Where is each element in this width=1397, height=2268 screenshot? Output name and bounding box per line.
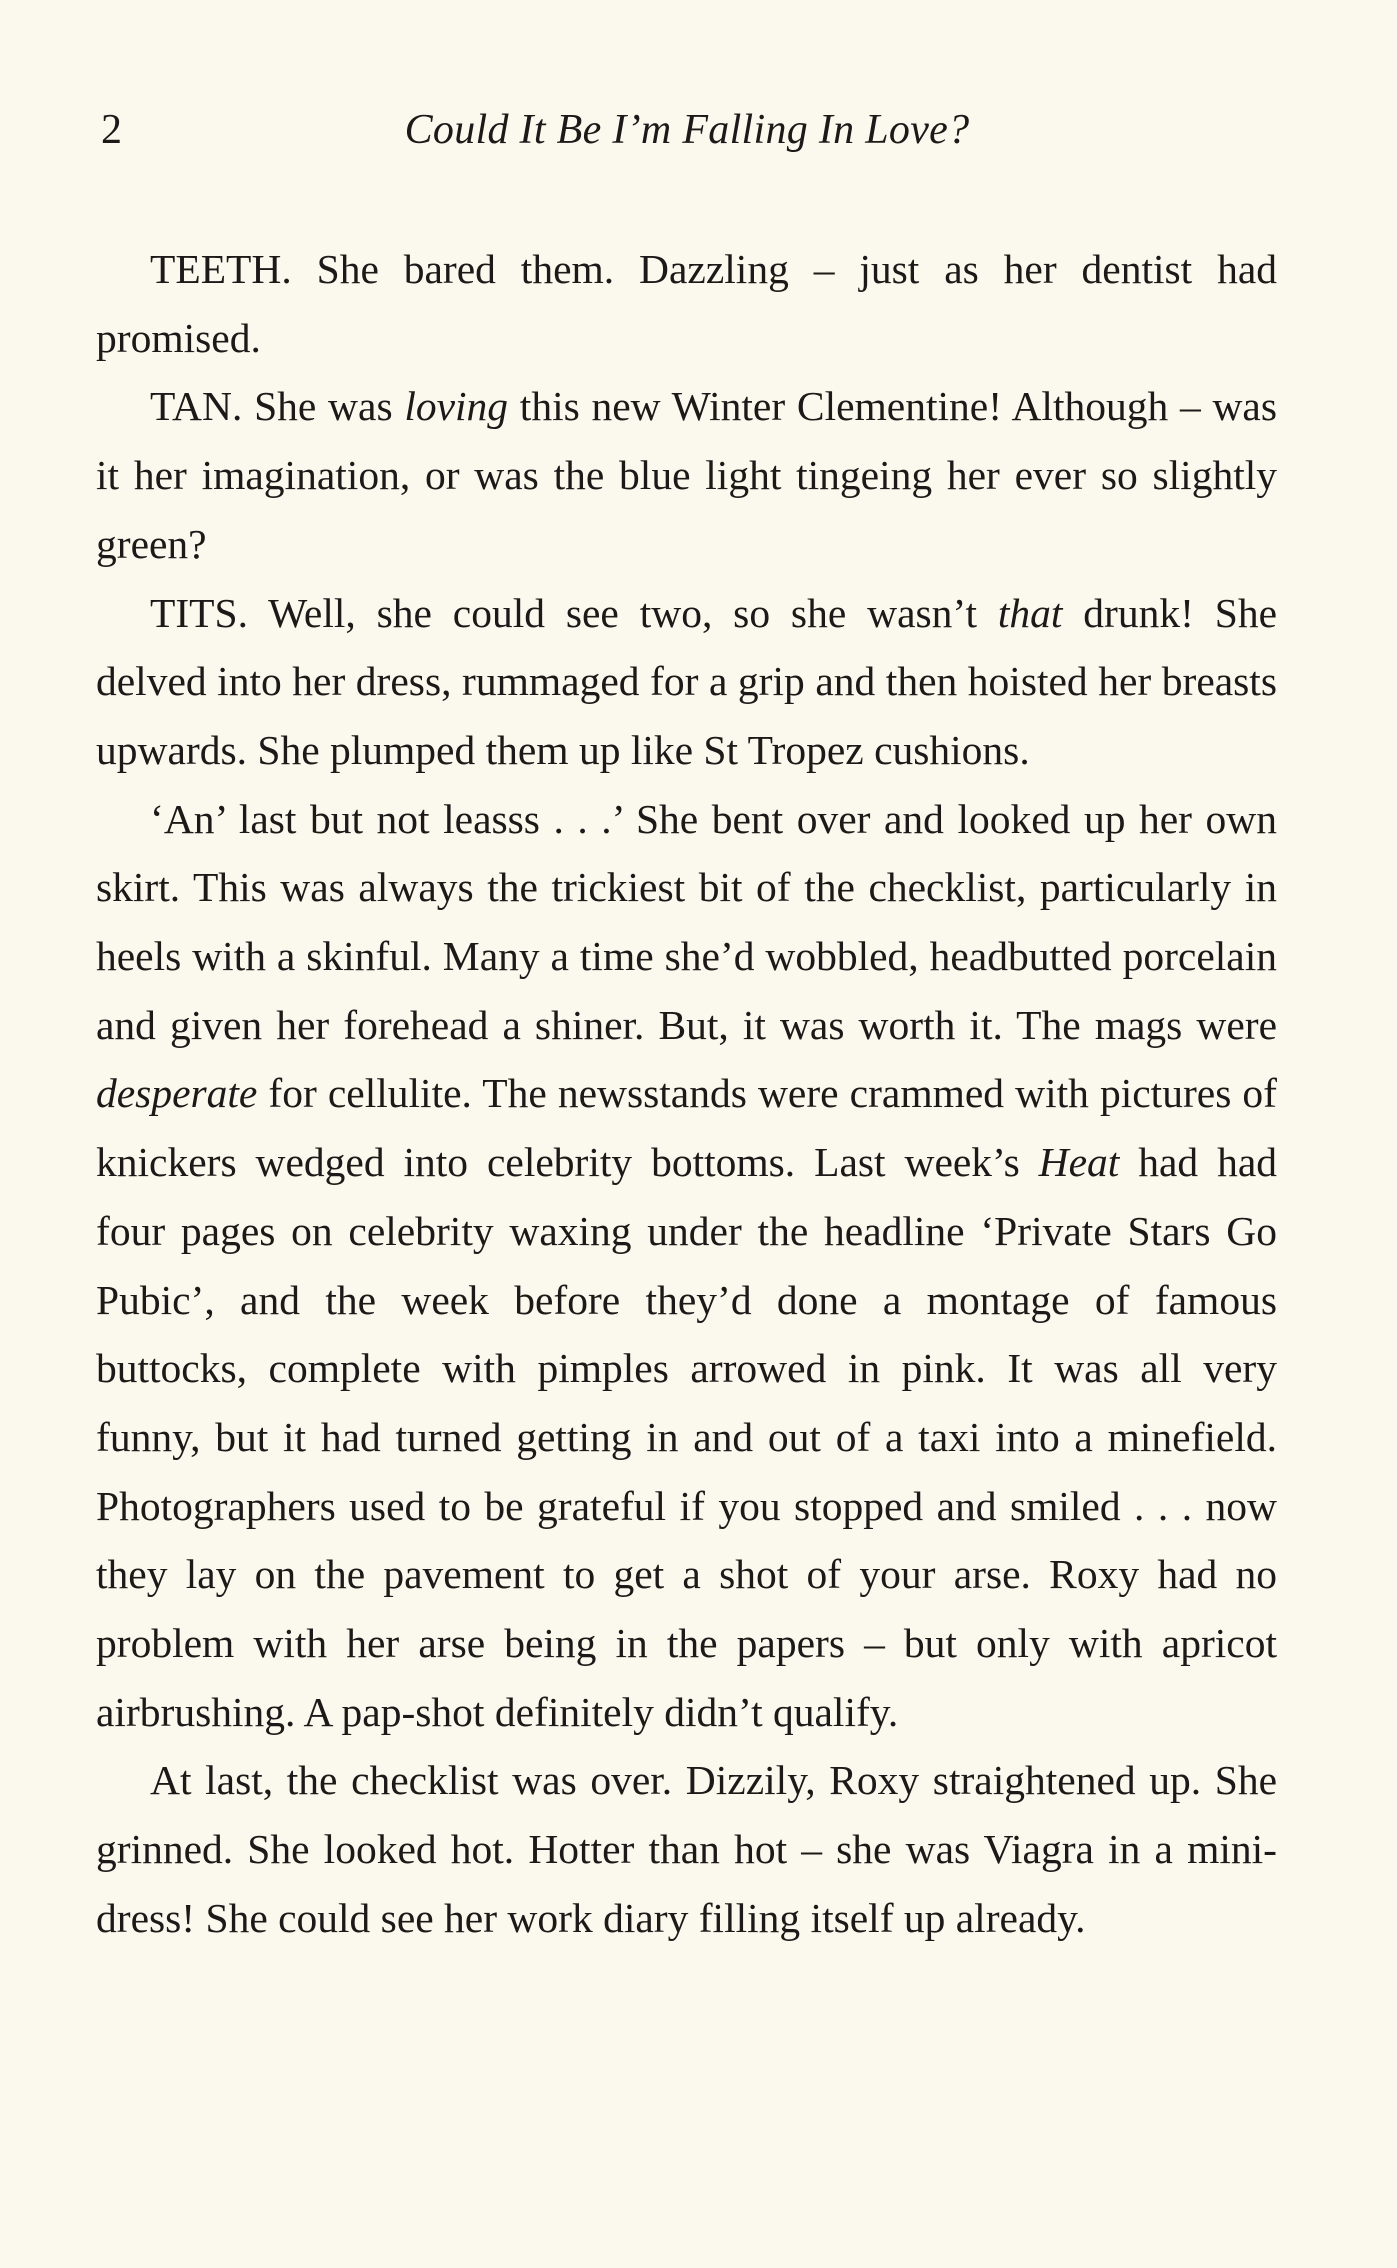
running-head [97, 98, 1277, 162]
text-segment: this new Winter Clementine! Although – was it her imagination, or was the blue light tingeing her ever so slightly green? [96, 383, 1277, 567]
text-segment: At last, the checklist was over. Dizzily, Roxy straightened up. She grinned. She looked hot. Hotter than hot – she was Viagra in a mini-dress! She could see her work diary filling itself up already. [96, 1757, 1277, 1941]
paragraph-4 [96, 785, 1277, 1747]
paragraph-2 [96, 372, 1277, 578]
body-text [96, 235, 1277, 1953]
text-segment: TAN. She was [150, 383, 405, 430]
paragraph-5 [96, 1746, 1277, 1952]
italic-text: Heat [1038, 1139, 1120, 1186]
text-segment: TEETH. She bared them. Dazzling – just as her dentist had promised. [96, 246, 1277, 361]
italic-text: that [997, 589, 1063, 636]
page-number: 2 [101, 107, 122, 153]
text-segment: had had four pages on celebrity waxing under the headline ‘Private Stars Go Pubic’, and the week before they’d done a montage of famous buttocks, complete with pimples arrowed in pink. It was all very funny, but it had turned getting in and out of a taxi into a minefield. Photographers used to be grateful if you stopped and smiled . . . now they lay on the pavement to get a shot of your arse. Roxy had no problem with her arse being in the papers – but only with apricot airbrushing. A pap-shot definitely didn’t qualify. [96, 1139, 1277, 1735]
paragraph-3 [96, 579, 1277, 785]
book-title: Could It Be I’m Falling In Love? [404, 107, 970, 153]
text-segment: TITS. Well, she could see two, so she wasn’t [150, 589, 998, 636]
text-segment: ‘An’ last but not leasss . . .’ She bent over and looked up her own skirt. This was always the trickiest bit of the checklist, particularly in heels with a skinful. Many a time she’d wobbled, headbutted porcelain and given her forehead a shiner. But, it was worth it. The mags were [96, 795, 1277, 1048]
italic-text: loving [404, 383, 509, 430]
text-segment: for cellulite. The newsstands were crammed with pictures of knickers wedged into celebrity bottoms. Last week’s [96, 1070, 1277, 1186]
paragraph-1 [96, 235, 1277, 372]
italic-text: desperate [96, 1070, 258, 1117]
text-segment: drunk! She delved into her dress, rummaged for a grip and then hoisted her breasts upwards. She plumped them up like St Tropez cushions. [96, 589, 1278, 773]
